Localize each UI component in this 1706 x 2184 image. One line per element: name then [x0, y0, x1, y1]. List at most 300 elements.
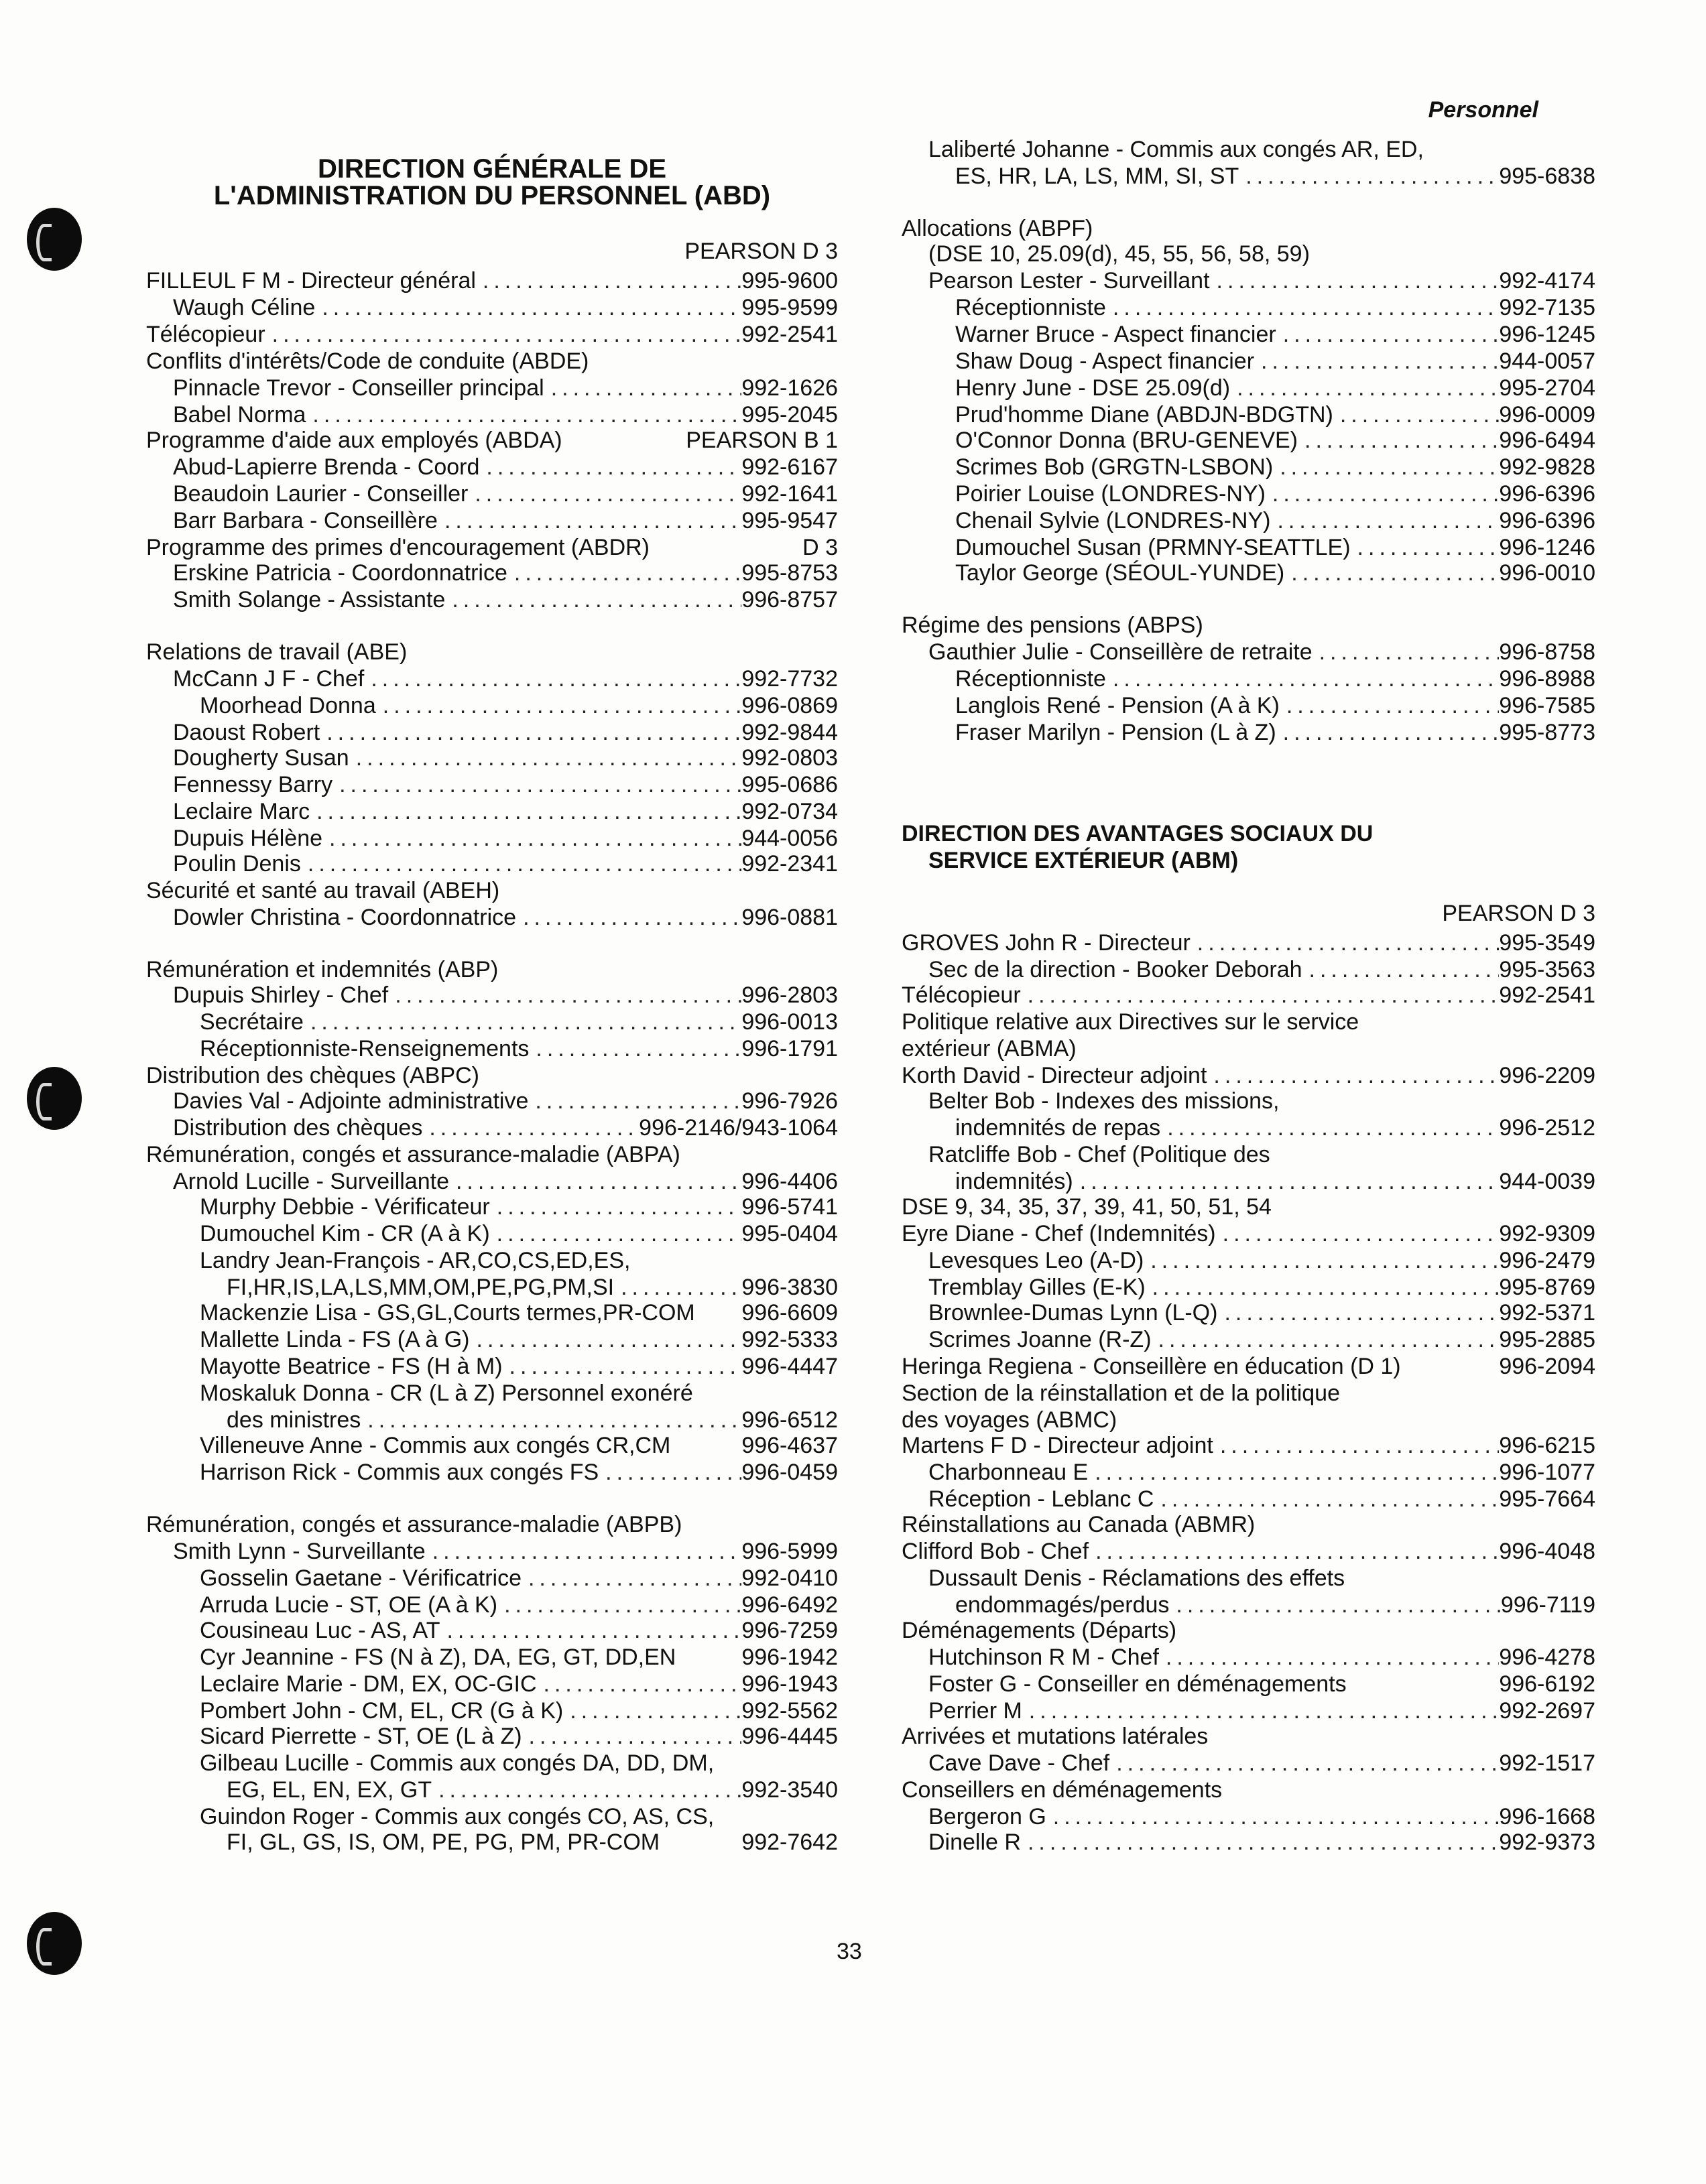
- directory-entry: [146, 268, 838, 295]
- entry-phone: 995-3549: [1499, 930, 1595, 956]
- directory-entry: [146, 1169, 838, 1196]
- directory-entry: [902, 1009, 1595, 1036]
- directory-entry: [902, 1327, 1595, 1354]
- entry-name: Réceptionniste: [955, 295, 1106, 320]
- leader-dots: [1270, 508, 1499, 534]
- leader-dots: [544, 375, 742, 401]
- entry-name: Dupuis Hélène: [173, 826, 323, 851]
- leader-dots: [322, 826, 741, 852]
- entry-phone: 996-4637: [741, 1433, 838, 1458]
- entry-phone: 995-9547: [741, 508, 838, 533]
- entry-name: Moskaluk Donna - CR (L à Z) Personnel exonéré: [200, 1380, 693, 1406]
- section-title-abd: [146, 155, 838, 209]
- section-title-line-2: SERVICE EXTÉRIEUR (ABM): [928, 848, 1239, 873]
- entry-phone: 992-5371: [1499, 1300, 1595, 1326]
- directory-entry: [146, 772, 838, 799]
- entry-name: Daoust Robert: [173, 720, 320, 745]
- leader-dots: [361, 1407, 741, 1433]
- entry-phone: 992-5562: [741, 1698, 838, 1724]
- leader-dots: [301, 851, 741, 877]
- leader-dots: [1089, 1539, 1499, 1565]
- leader-dots: [1088, 1460, 1499, 1486]
- entry-name: Harrison Rick - Commis aux congés FS: [200, 1460, 599, 1485]
- leader-dots: [468, 481, 741, 507]
- directory-entry: [146, 348, 838, 375]
- entry-phone: 996-5999: [741, 1539, 838, 1564]
- directory-entry: [146, 639, 838, 666]
- entry-phone: 996-2146/943-1064: [639, 1115, 838, 1141]
- leader-dots: [1217, 1300, 1499, 1326]
- entry-phone: 996-6396: [1499, 481, 1595, 507]
- entry-name: Smith Solange - Assistante: [173, 587, 446, 613]
- entry-phone: 992-9828: [1499, 454, 1595, 480]
- entry-phone: 995-8769: [1499, 1275, 1595, 1300]
- leader-dots: [537, 1671, 742, 1697]
- entry-name: Barr Barbara - Conseillère: [173, 508, 438, 533]
- entry-name: Babel Norma: [173, 402, 306, 428]
- entry-name: Gilbeau Lucille - Commis aux congés DA, DD, DM,: [200, 1750, 715, 1776]
- entry-name: Allocations (ABPF): [902, 216, 1093, 241]
- directory-entry: [146, 1009, 838, 1036]
- leader-dots: [563, 1698, 741, 1724]
- directory-entry: [902, 957, 1595, 984]
- leader-dots: [422, 1115, 639, 1141]
- entry-phone: 996-4406: [741, 1169, 838, 1194]
- section-title-line-1: DIRECTION DES AVANTAGES SOCIAUX DU: [902, 821, 1374, 846]
- directory-entry: [902, 1036, 1595, 1063]
- entry-phone: 996-8758: [1499, 639, 1595, 665]
- entry-name: EG, EL, EN, EX, GT: [227, 1777, 432, 1803]
- leader-dots: [445, 587, 741, 613]
- entry-name: Pearson Lester - Surveillant: [928, 268, 1210, 294]
- entry-phone: 996-2479: [1499, 1248, 1595, 1273]
- directory-entry: [902, 1671, 1595, 1698]
- directory-entry: [146, 428, 838, 454]
- directory-entry: [902, 693, 1595, 720]
- entry-phone: 995-7664: [1499, 1486, 1595, 1512]
- entry-phone: 996-2209: [1499, 1063, 1595, 1088]
- entry-name: Politique relative aux Directives sur le service: [902, 1009, 1359, 1035]
- leader-dots: [516, 905, 741, 931]
- directory-entry: [902, 1750, 1595, 1777]
- entry-phone: 996-6609: [741, 1300, 838, 1326]
- directory-entry: [146, 1777, 838, 1804]
- directory-entry: [902, 639, 1595, 666]
- entry-name: Cave Dave - Chef: [928, 1750, 1110, 1776]
- leader-dots: [1266, 481, 1499, 507]
- leader-dots: [1109, 1750, 1499, 1777]
- leader-dots: [1302, 957, 1500, 983]
- entry-name: Pinnacle Trevor - Conseiller principal: [173, 375, 544, 401]
- directory-entry: [146, 322, 838, 348]
- entry-name: Ratcliffe Bob - Chef (Politique des: [928, 1142, 1270, 1167]
- entry-phone: 996-1668: [1499, 1804, 1595, 1829]
- entry-name: Leclaire Marie - DM, EX, OC-GIC: [200, 1671, 537, 1697]
- directory-entry: [146, 1407, 838, 1434]
- directory-entry: [146, 1618, 838, 1645]
- leader-dots: [522, 1724, 742, 1750]
- directory-entry: [902, 241, 1595, 268]
- directory-entry: [146, 1829, 838, 1856]
- entry-name: Fennessy Barry: [173, 772, 333, 797]
- directory-entry: [902, 322, 1595, 348]
- directory-entry: [902, 1088, 1595, 1115]
- entry-name: O'Connor Donna (BRU-GENEVE): [955, 428, 1298, 453]
- page-number: 33: [837, 1939, 862, 1964]
- leader-dots: [1280, 693, 1499, 719]
- entry-name: Sec de la direction - Booker Deborah: [928, 957, 1302, 982]
- leader-dots: [1239, 164, 1499, 190]
- directory-entry: [902, 348, 1595, 375]
- entry-phone: 995-0404: [741, 1221, 838, 1246]
- entry-name: Cyr Jeannine - FS (N à Z), DA, EG, GT, DD,EN: [200, 1645, 676, 1670]
- entry-phone: 996-6215: [1499, 1433, 1595, 1458]
- entry-phone: 996-0881: [741, 905, 838, 930]
- entry-phone: 992-9844: [741, 720, 838, 745]
- entry-name: Heringa Regiena - Conseillère en éducation (D 1): [902, 1354, 1401, 1379]
- binder-hole-bottom: [27, 1912, 82, 1975]
- entry-phone: 995-6838: [1499, 164, 1595, 189]
- directory-entry: [902, 1829, 1595, 1856]
- entry-phone: 996-1942: [741, 1645, 838, 1670]
- entry-phone: 996-0459: [741, 1460, 838, 1485]
- entry-phone: 996-1246: [1499, 535, 1595, 560]
- entry-phone: 996-6494: [1499, 428, 1595, 453]
- entry-name: (DSE 10, 25.09(d), 45, 55, 56, 58, 59): [928, 241, 1310, 267]
- entry-phone: 992-7135: [1499, 295, 1595, 320]
- entry-phone: 996-6512: [741, 1407, 838, 1433]
- directory-entry: [902, 137, 1595, 164]
- entry-name: Clifford Bob - Chef: [902, 1539, 1089, 1564]
- entry-name: Mackenzie Lisa - GS,GL,Courts termes,PR-COM: [200, 1300, 695, 1326]
- entry-name: Sécurité et santé au travail (ABEH): [146, 878, 500, 903]
- entry-phone: 996-8988: [1499, 666, 1595, 692]
- directory-entry: [902, 1063, 1595, 1090]
- leader-dots: [1160, 1115, 1499, 1141]
- entry-name: Chenail Sylvie (LONDRES-NY): [955, 508, 1271, 533]
- directory-entry: [902, 481, 1595, 508]
- entry-name: Arrivées et mutations latérales: [902, 1724, 1209, 1749]
- entry-phone: D 3: [802, 535, 838, 560]
- directory-entry: [902, 1142, 1595, 1169]
- directory-entry: [146, 1088, 838, 1115]
- entry-name: Télécopieur: [902, 982, 1021, 1008]
- directory-entry: [146, 535, 838, 562]
- directory-entry: [902, 1380, 1595, 1407]
- directory-entry: [146, 1724, 838, 1750]
- leader-dots: [1152, 1327, 1500, 1353]
- directory-entry: [902, 1300, 1595, 1327]
- entry-name: Scrimes Bob (GRGTN-LSBON): [955, 454, 1274, 480]
- entry-phone: 992-4174: [1499, 268, 1595, 294]
- entry-phone: 995-8753: [741, 560, 838, 586]
- directory-entry: [902, 1407, 1595, 1434]
- entry-name: Levesques Leo (A-D): [928, 1248, 1144, 1273]
- entry-phone: 992-9373: [1499, 1829, 1595, 1855]
- entry-phone: 996-1943: [741, 1671, 838, 1697]
- entry-phone: 996-7926: [741, 1088, 838, 1114]
- entry-name: Fraser Marilyn - Pension (L à Z): [955, 720, 1276, 745]
- directory-entry: [902, 295, 1595, 322]
- entry-name: Leclaire Marc: [173, 799, 310, 824]
- entry-name: Brownlee-Dumas Lynn (L-Q): [928, 1300, 1218, 1326]
- entry-name: Programme d'aide aux employés (ABDA): [146, 428, 562, 453]
- leader-dots: [364, 666, 741, 692]
- entry-name: Warner Bruce - Aspect financier: [955, 322, 1276, 347]
- entry-phone: 996-6192: [1499, 1671, 1595, 1697]
- entry-name: Sicard Pierrette - ST, OE (L à Z): [200, 1724, 522, 1749]
- entry-name: Erskine Patricia - Coordonnatrice: [173, 560, 507, 586]
- directory-entry: [146, 295, 838, 322]
- entry-phone: 992-2697: [1499, 1698, 1595, 1724]
- entry-name: Martens F D - Directeur adjoint: [902, 1433, 1213, 1458]
- entry-name: Smith Lynn - Surveillante: [173, 1539, 426, 1564]
- directory-entry: [146, 1592, 838, 1619]
- entry-name: extérieur (ABMA): [902, 1036, 1077, 1062]
- entry-phone: 944-0039: [1499, 1169, 1595, 1194]
- directory-entry: [902, 1115, 1595, 1142]
- directory-entry: [146, 982, 838, 1009]
- entry-phone: 995-2885: [1499, 1327, 1595, 1352]
- entry-name: Tremblay Gilles (E-K): [928, 1275, 1146, 1300]
- leader-dots: [440, 1618, 741, 1644]
- leader-dots: [507, 560, 741, 586]
- directory-entry: [146, 587, 838, 614]
- entry-phone: 996-2094: [1499, 1354, 1595, 1379]
- leader-dots: [315, 295, 741, 321]
- entry-name: Cousineau Luc - AS, AT: [200, 1618, 440, 1643]
- entry-name: Rémunération, congés et assurance-maladie (ABPA): [146, 1142, 680, 1167]
- binder-hole-top: [27, 208, 82, 271]
- entry-phone: 996-1245: [1499, 322, 1595, 347]
- directory-entry: [902, 1592, 1595, 1619]
- entry-name: Scrimes Joanne (R-Z): [928, 1327, 1152, 1352]
- entry-name: Dougherty Susan: [173, 745, 349, 771]
- leader-dots: [376, 693, 742, 719]
- leader-dots: [1254, 348, 1499, 375]
- entry-name: Dupuis Shirley - Chef: [173, 982, 389, 1008]
- entry-phone: 996-7259: [741, 1618, 838, 1643]
- directory-entry: [902, 535, 1595, 562]
- leader-dots: [476, 268, 741, 294]
- directory-entry: [146, 1433, 838, 1460]
- leader-dots: [449, 1169, 741, 1195]
- directory-entry: [902, 1777, 1595, 1804]
- directory-entry: [902, 1565, 1595, 1592]
- entry-name: Réception - Leblanc C: [928, 1486, 1154, 1512]
- binder-hole-middle: [27, 1067, 82, 1130]
- entry-name: Langlois René - Pension (A à K): [955, 693, 1280, 718]
- entry-name: Rémunération et indemnités (ABP): [146, 957, 499, 982]
- entry-name: des voyages (ABMC): [902, 1407, 1117, 1433]
- entry-phone: 996-0869: [741, 693, 838, 718]
- leader-dots: [522, 1565, 741, 1592]
- entry-phone: 996-4447: [741, 1354, 838, 1379]
- directory-entry: [902, 1433, 1595, 1460]
- entry-name: Beaudoin Laurier - Conseiller: [173, 481, 469, 507]
- directory-entry: [902, 508, 1595, 535]
- directory-entry: [902, 1354, 1595, 1380]
- entry-name: des ministres: [227, 1407, 361, 1433]
- directory-entry: [146, 1115, 838, 1142]
- directory-entry: [146, 1512, 838, 1539]
- entry-phone: 996-7585: [1499, 693, 1595, 718]
- entry-name: Régime des pensions (ABPS): [902, 613, 1203, 638]
- directory-entry: [902, 1169, 1595, 1196]
- entry-phone: 996-5741: [741, 1194, 838, 1220]
- entry-name: Prud'homme Diane (ABDJN-BDGTN): [955, 402, 1333, 428]
- leader-dots: [1284, 560, 1499, 586]
- entry-name: Dinelle R: [928, 1829, 1021, 1855]
- entry-name: Laliberté Johanne - Commis aux congés AR, ED,: [928, 137, 1424, 162]
- directory-entry: [902, 666, 1595, 693]
- entry-phone: 996-1077: [1499, 1460, 1595, 1485]
- entry-phone: 944-0056: [741, 826, 838, 851]
- directory-entry: [146, 693, 838, 720]
- entry-name: Murphy Debbie - Vérificateur: [200, 1194, 490, 1220]
- entry-phone: 992-2541: [1499, 982, 1595, 1008]
- directory-entry: [146, 826, 838, 852]
- entry-phone: 995-0686: [741, 772, 838, 797]
- entry-phone: 992-3540: [741, 1777, 838, 1803]
- directory-entry: [146, 1380, 838, 1407]
- entry-name: indemnités): [955, 1169, 1073, 1194]
- leader-dots: [1191, 930, 1500, 956]
- leader-dots: [479, 454, 741, 480]
- entry-name: Réceptionniste: [955, 666, 1106, 692]
- directory-entry: [146, 1645, 838, 1671]
- entry-name: Arruda Lucie - ST, OE (A à K): [200, 1592, 498, 1618]
- entry-name: Perrier M: [928, 1698, 1022, 1724]
- leader-dots: [1333, 402, 1499, 428]
- directory-entry: [902, 428, 1595, 454]
- entry-name: Gosselin Gaetane - Vérificatrice: [200, 1565, 522, 1591]
- entry-name: endommagés/perdus: [955, 1592, 1170, 1618]
- leader-dots: [1276, 322, 1500, 348]
- directory-entry: [902, 930, 1595, 957]
- entry-phone: 996-4048: [1499, 1539, 1595, 1564]
- leader-dots: [1106, 666, 1499, 692]
- directory-entry: [902, 1460, 1595, 1486]
- entry-name: DSE 9, 34, 35, 37, 39, 41, 50, 51, 54: [902, 1194, 1272, 1220]
- directory-entry: [902, 1275, 1595, 1301]
- entry-name: Réinstallations au Canada (ABMR): [902, 1512, 1256, 1537]
- entry-phone: PEARSON B 1: [686, 428, 838, 453]
- directory-entry: [146, 799, 838, 826]
- directory-entry: [146, 454, 838, 481]
- entry-name: FI, GL, GS, IS, OM, PE, PG, PM, PR-COM: [227, 1829, 660, 1855]
- directory-entry: [902, 720, 1595, 747]
- leader-dots: [528, 1088, 741, 1114]
- directory-entry: [902, 1512, 1595, 1539]
- entry-name: Pombert John - CM, EL, CR (G à K): [200, 1698, 564, 1724]
- directory-entry: [902, 1221, 1595, 1248]
- directory-entry: [146, 1327, 838, 1354]
- entry-name: Belter Bob - Indexes des missions,: [928, 1088, 1280, 1114]
- entry-phone: 992-0734: [741, 799, 838, 824]
- entry-name: Shaw Doug - Aspect financier: [955, 348, 1255, 374]
- entry-phone: 995-2045: [741, 402, 838, 428]
- entry-phone: 996-1791: [741, 1036, 838, 1062]
- entry-phone: 995-2704: [1499, 375, 1595, 401]
- entry-phone: 996-2512: [1499, 1115, 1595, 1141]
- entry-phone: 996-4445: [741, 1724, 838, 1749]
- leader-dots: [1351, 535, 1500, 561]
- entry-name: Dumouchel Kim - CR (A à K): [200, 1221, 490, 1246]
- entry-name: Dowler Christina - Coordonnatrice: [173, 905, 517, 930]
- entry-name: Hutchinson R M - Chef: [928, 1645, 1159, 1670]
- location-label: PEARSON D 3: [1442, 901, 1595, 926]
- entry-name: FILLEUL F M - Directeur général: [146, 268, 476, 294]
- entry-phone: 996-2803: [741, 982, 838, 1008]
- directory-entry: [902, 1539, 1595, 1565]
- leader-dots: [306, 402, 741, 428]
- entry-phone: 995-3563: [1499, 957, 1595, 982]
- entry-name: Bergeron G: [928, 1804, 1046, 1829]
- entry-name: FI,HR,IS,LA,LS,MM,OM,PE,PG,PM,SI: [227, 1275, 615, 1300]
- entry-name: Relations de travail (ABE): [146, 639, 408, 665]
- entry-phone: 944-0057: [1499, 348, 1595, 374]
- leader-dots: [265, 322, 742, 348]
- entry-name: Conflits d'intérêts/Code de conduite (ABDE): [146, 348, 589, 374]
- entry-phone: 996-0010: [1499, 560, 1595, 586]
- entry-name: Abud-Lapierre Brenda - Coord: [173, 454, 480, 480]
- entry-name: Eyre Diane - Chef (Indemnités): [902, 1221, 1216, 1246]
- entry-name: Distribution des chèques (ABPC): [146, 1063, 480, 1088]
- entry-phone: 996-8757: [741, 587, 838, 613]
- entry-name: Mayotte Beatrice - FS (H à M): [200, 1354, 503, 1379]
- directory-entry: [146, 1354, 838, 1380]
- entry-name: Villeneuve Anne - Commis aux congés CR,CM: [200, 1433, 671, 1458]
- leader-dots: [304, 1009, 741, 1035]
- directory-entry: [146, 402, 838, 429]
- directory-entry: [902, 1724, 1595, 1750]
- directory-entry: [902, 454, 1595, 481]
- leader-dots: [1073, 1169, 1500, 1195]
- section-title-abm: [902, 820, 1373, 874]
- entry-phone: 992-7642: [741, 1829, 838, 1855]
- leader-dots: [1022, 1698, 1500, 1724]
- leader-dots: [438, 508, 741, 534]
- entry-name: ES, HR, LA, LS, MM, SI, ST: [955, 164, 1239, 189]
- entry-phone: 996-6396: [1499, 508, 1595, 533]
- directory-entry: [146, 1698, 838, 1725]
- leader-dots: [1146, 1275, 1500, 1301]
- leader-dots: [1021, 1829, 1499, 1856]
- directory-entry: [902, 402, 1595, 429]
- leader-dots: [388, 982, 741, 1009]
- entry-name: Section de la réinstallation et de la politique: [902, 1380, 1340, 1406]
- entry-name: Poirier Louise (LONDRES-NY): [955, 481, 1266, 507]
- directory-entry: [146, 851, 838, 878]
- directory-entry: [902, 216, 1595, 243]
- directory-entry: [146, 878, 838, 905]
- leader-dots: [1230, 375, 1499, 401]
- leader-dots: [1216, 1221, 1500, 1247]
- leader-dots: [490, 1194, 742, 1220]
- leader-dots: [320, 720, 741, 746]
- entry-phone: 992-0410: [741, 1565, 838, 1591]
- leader-dots: [1169, 1592, 1500, 1618]
- entry-phone: 996-6492: [741, 1592, 838, 1618]
- location-label: PEARSON D 3: [684, 239, 838, 264]
- directory-entry: [902, 375, 1595, 402]
- directory-entry: [146, 720, 838, 747]
- directory-entry: [902, 1618, 1595, 1645]
- entry-name: Rémunération, congés et assurance-maladie (ABPB): [146, 1512, 682, 1537]
- entry-name: Landry Jean-François - AR,CO,CS,ED,ES,: [200, 1248, 631, 1273]
- section-title-line-2: L'ADMINISTRATION DU PERSONNEL (ABD): [213, 181, 771, 210]
